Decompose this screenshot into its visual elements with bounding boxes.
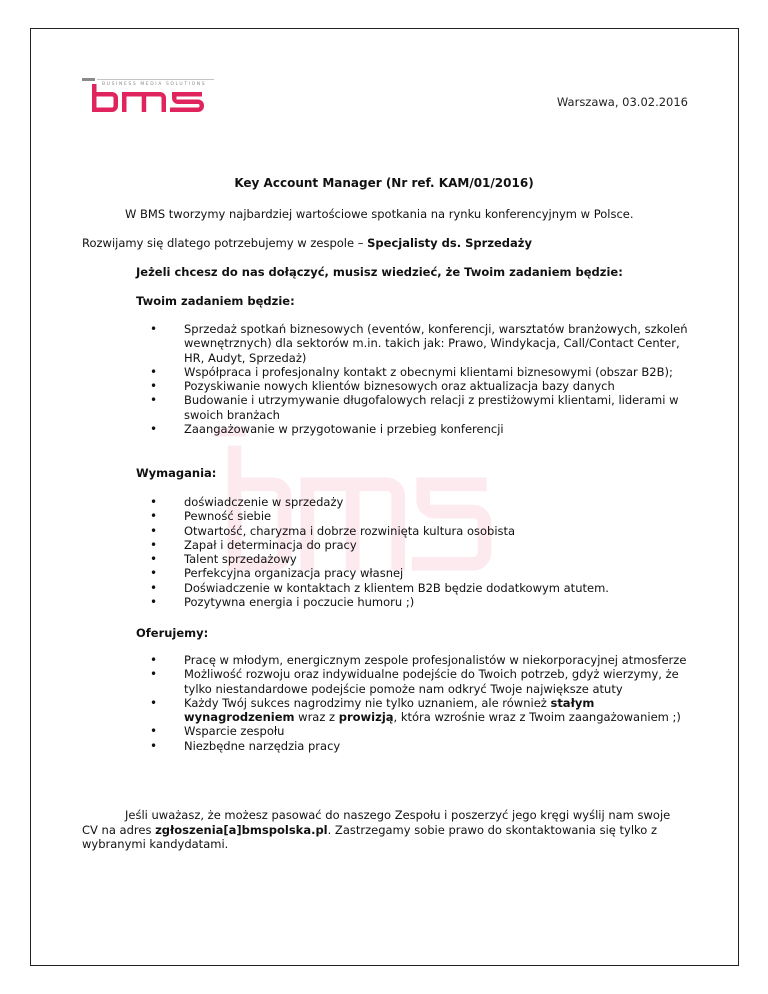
offer-heading: Oferujemy: bbox=[136, 626, 209, 640]
list-item: • Pracę w młodym, energicznym zespole profesjonalistów w niekorporacyjnej atmosferze bbox=[150, 653, 692, 667]
intro-position-name: Specjalisty ds. Sprzedaży bbox=[367, 236, 532, 250]
list-item: • Pewność siebie bbox=[150, 509, 692, 523]
list-item: • Pozyskiwanie nowych klientów biznesowych oraz aktualizacja bazy danych bbox=[150, 379, 692, 393]
offer-item-3-salary: stałym wynagrodzeniem bbox=[184, 695, 595, 725]
intro-line-2-text: Rozwijamy się dlatego potrzebujemy w zespole – bbox=[82, 236, 368, 250]
list-item: • Możliwość rozwoju oraz indywidualne podejście do Twoich potrzeb, gdyż wierzymy, że tylko niestandardowe podejście pomoże nam odkryć Twoje największe atuty bbox=[150, 667, 692, 696]
intro-line-2 bbox=[82, 236, 686, 251]
list-item: • Talent sprzedażowy bbox=[150, 552, 692, 566]
list-item: • Niezbędne narzędzia pracy bbox=[150, 739, 692, 753]
list-item: • Otwartość, charyzma i dobrze rozwinięta kultura osobista bbox=[150, 524, 692, 538]
closing-paragraph bbox=[82, 808, 686, 852]
lead-heading: Jeżeli chcesz do nas dołączyć, musisz wiedzieć, że Twoim zadaniem będzie: bbox=[136, 265, 623, 279]
offer-list bbox=[150, 653, 692, 753]
page-title: Key Account Manager (Nr ref. KAM/01/2016) bbox=[234, 176, 534, 190]
list-item: • Zaangażowanie w przygotowanie i przebieg konferencji bbox=[150, 422, 692, 436]
tasks-list bbox=[150, 322, 692, 436]
list-item: • Perfekcyjna organizacja pracy własnej bbox=[150, 566, 692, 580]
list-item: • Budowanie i utrzymywanie długofalowych relacji z prestiżowymi klientami, liderami w swoich branżach bbox=[150, 393, 692, 422]
list-item: • Pozytywna energia i poczucie humoru ;) bbox=[150, 595, 692, 609]
document-date: Warszawa, 03.02.2016 bbox=[556, 95, 688, 109]
requirements-list bbox=[150, 495, 692, 609]
list-item bbox=[150, 696, 692, 725]
offer-item-3-text-2: wraz z bbox=[294, 710, 339, 725]
intro-line-1: W BMS tworzymy najbardziej wartościowe spotkania na rynku konferencyjnym w Polsce. bbox=[125, 207, 634, 221]
contact-email[interactable]: zgłoszenia[a]bmspolska.pl bbox=[155, 822, 328, 837]
list-item: • Zapał i determinacja do pracy bbox=[150, 538, 692, 552]
list-item: • Doświadczenie w kontaktach z klientem B2B będzie dodatkowym atutem. bbox=[150, 581, 692, 595]
tasks-heading: Twoim zadaniem będzie: bbox=[136, 294, 295, 308]
offer-item-3-text: Każdy Twój sukces nagrodzimy nie tylko uznaniem, ale również bbox=[184, 695, 551, 710]
list-item: • Sprzedaż spotkań biznesowych (eventów, konferencji, warsztatów branżowych, szkoleń wewnętrznych) dla sektorów m.in. takich jak: Prawo, Windykacja, Call/Contact Center, HR, Audyt, Sprzedaż) bbox=[150, 322, 692, 365]
logo-tagline: BUSINESS MEDIA SOLUTIONS bbox=[100, 82, 208, 92]
offer-item-3-text-3: , która wzrośnie wraz z Twoim zaangażowaniem ;) bbox=[393, 710, 681, 725]
list-item: • doświadczenie w sprzedaży bbox=[150, 495, 692, 509]
offer-item-3-commission: prowizją bbox=[338, 710, 394, 725]
closing-text-2: . Zastrzegamy sobie prawo do skontaktowania się tylko z wybranymi kandydatami. bbox=[82, 822, 657, 851]
requirements-heading: Wymagania: bbox=[136, 466, 217, 480]
list-item: • Współpraca i profesjonalny kontakt z obecnymi klientami biznesowymi (obszar B2B); bbox=[150, 365, 692, 379]
list-item: • Wsparcie zespołu bbox=[150, 724, 692, 738]
closing-text: Jeśli uważasz, że możesz pasować do naszego Zespołu i poszerzyć jego kręgi wyślij nam swoje CV na adres bbox=[82, 808, 671, 837]
